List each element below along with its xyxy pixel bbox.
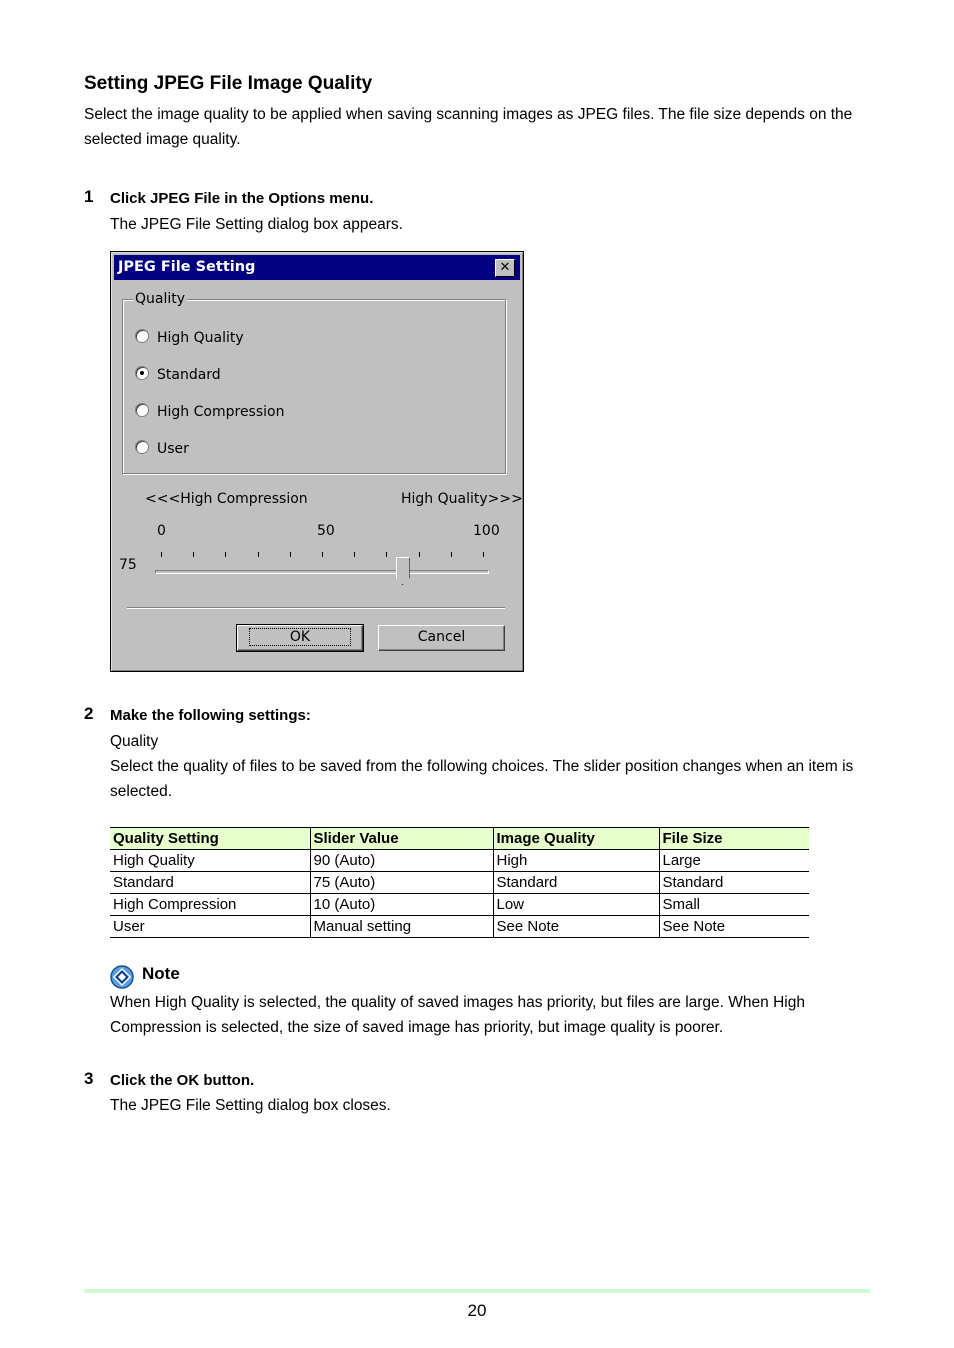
note-title: Note [142,964,180,983]
step-3-title: Click the OK button. [110,1072,255,1089]
radio-high-compression[interactable] [135,402,284,422]
slider-tick [225,552,226,557]
footer-rule [84,1289,870,1293]
radio-button[interactable] [135,329,149,343]
section-intro: Select the image quality to be applied when saving scanning images as JPEG files. The file size depends on the selected image quality. [84,106,853,148]
step-2-number: 2 [84,704,94,723]
table-cell: Manual setting [310,916,493,938]
dialog-title-bar [114,255,520,280]
quality-settings-table [110,827,809,938]
table-cell: High Quality [110,850,310,872]
step-2-text: Select the quality of files to be saved from the following choices. The slider position changes when an item is selected. [110,758,854,800]
table-header-row [110,828,809,850]
note-text: When High Quality is selected, the quality of saved images has priority, but files are large. When High Compression is selected, the size of saved image has priority, but image quality is poorer. [110,994,805,1036]
slider-thumb[interactable] [396,557,410,585]
slider-tick [161,552,162,557]
dialog-separator [127,607,505,609]
radio-label: User [157,441,189,457]
column-header: Quality Setting [110,828,310,850]
slider-value-readout: 75 [119,557,137,573]
note-diamond-icon [110,965,134,989]
table-cell: Standard [493,872,659,894]
radio-standard[interactable] [135,365,221,385]
column-header: Slider Value [310,828,493,850]
column-header: File Size [659,828,809,850]
table-cell: Standard [659,872,809,894]
radio-label: High Compression [157,404,285,420]
cancel-button[interactable] [378,625,505,651]
table-cell: See Note [493,916,659,938]
step-2-subheading: Quality [110,733,159,750]
table-cell: 10 (Auto) [310,894,493,916]
radio-label: High Quality [157,330,244,346]
step-1-number: 1 [84,187,94,206]
column-header: Image Quality [493,828,659,850]
section-title: Setting JPEG File Image Quality [84,73,373,94]
step-3-number: 3 [84,1069,94,1088]
table-cell: Low [493,894,659,916]
slider-tick [386,552,387,557]
slider-tick [419,552,420,557]
table-cell: 75 (Auto) [310,872,493,894]
table-cell: 90 (Auto) [310,850,493,872]
table-cell: See Note [659,916,809,938]
page-number: 20 [467,1301,487,1320]
slider-tick [322,552,323,557]
scale-label-mid: 50 [317,523,335,539]
radio-button-selected[interactable] [135,366,149,380]
table-row [110,872,809,894]
slider-tick [258,552,259,557]
slider-tick [193,552,194,557]
radio-label: Standard [157,367,221,383]
slider-tick [354,552,355,557]
table-cell: Standard [110,872,310,894]
cancel-button-label: Cancel [417,629,466,645]
table-cell: User [110,916,310,938]
step-1-text: The JPEG File Setting dialog box appears. [110,216,403,233]
radio-button[interactable] [135,403,149,417]
table-row [110,894,809,916]
table-row [110,916,809,938]
table-cell: Large [659,850,809,872]
slider-tick [451,552,452,557]
jpeg-file-setting-dialog [110,251,524,672]
table-cell: Small [659,894,809,916]
slider-tick [483,552,484,557]
ok-button[interactable] [237,625,363,651]
dialog-title: JPEG File Setting [118,259,256,275]
radio-user[interactable] [135,439,189,459]
radio-high-quality[interactable] [135,328,244,348]
scale-label-min: 0 [157,523,166,539]
slider-right-label: High Quality>>> [401,491,523,507]
table-cell: High [493,850,659,872]
step-3-text: The JPEG File Setting dialog box closes. [110,1097,391,1114]
radio-button[interactable] [135,440,149,454]
slider-left-label: <<<High Compression [145,491,308,507]
step-2-title: Make the following settings: [110,707,311,724]
slider-track[interactable] [155,570,489,574]
step-1-title: Click JPEG File in the Options menu. [110,190,374,207]
slider-tick [290,552,291,557]
ok-button-label: OK [249,628,351,646]
table-row [110,850,809,872]
close-icon[interactable]: ✕ [495,259,515,277]
table-cell: High Compression [110,894,310,916]
quality-group-label: Quality [135,291,186,307]
scale-label-max: 100 [473,523,500,539]
